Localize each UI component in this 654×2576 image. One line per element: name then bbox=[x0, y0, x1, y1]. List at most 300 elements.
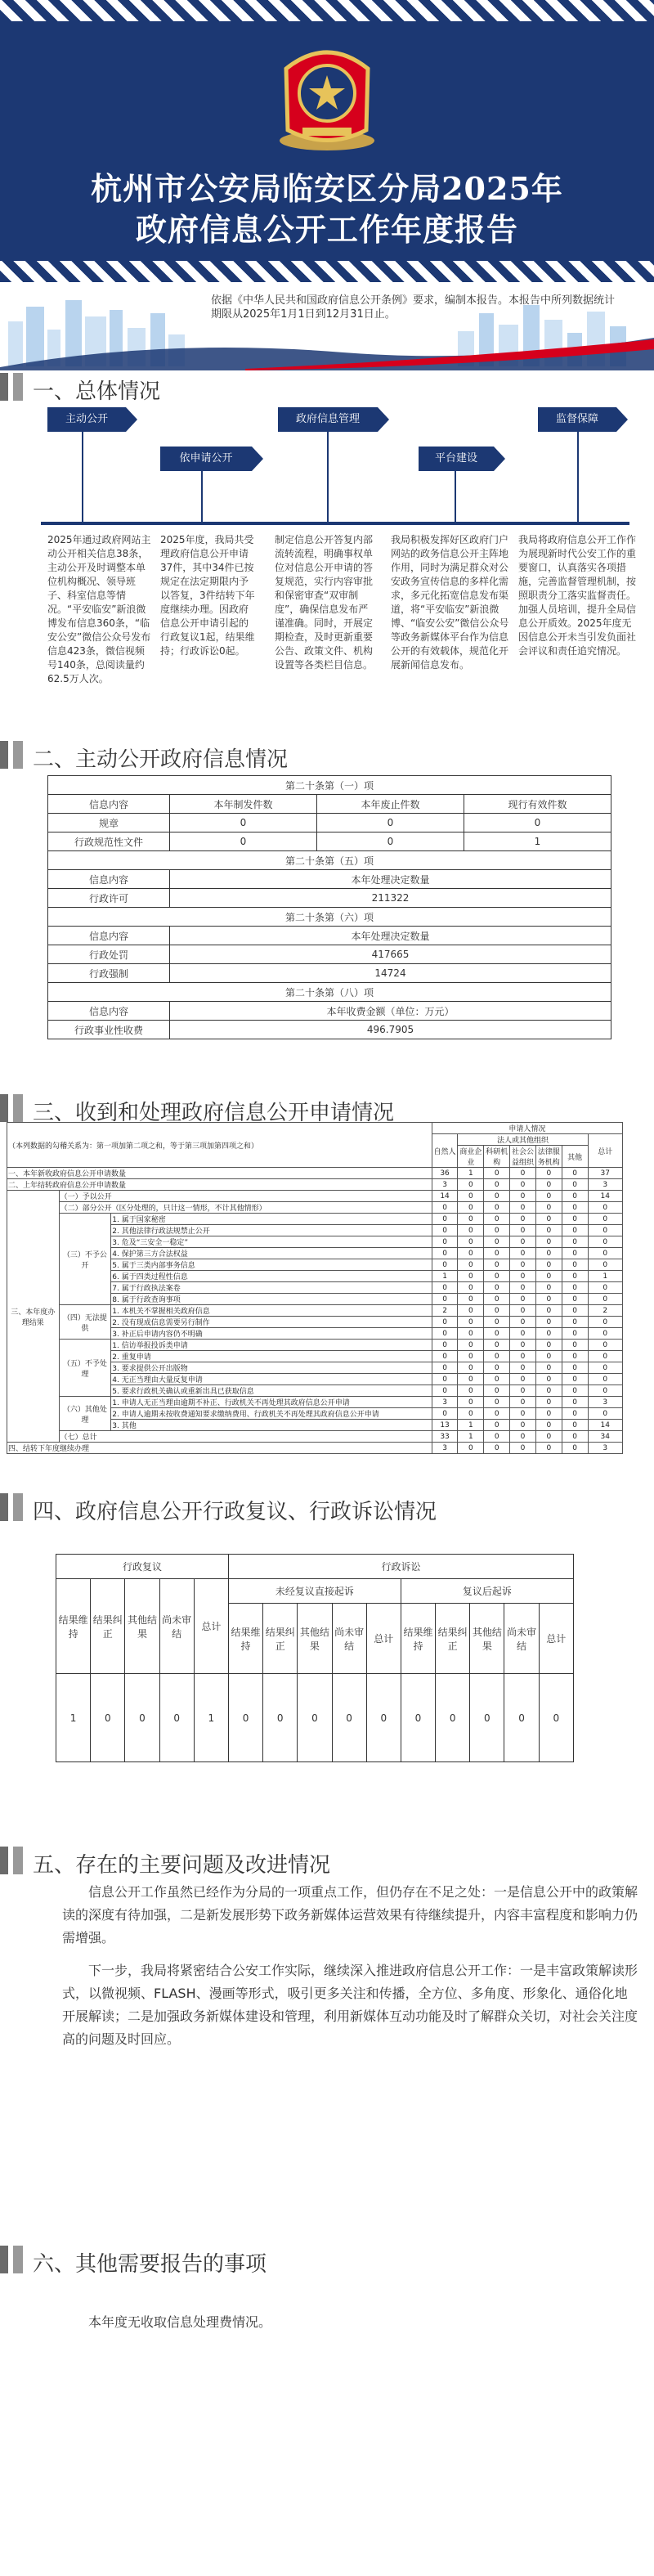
application-table bbox=[7, 1122, 623, 1454]
table-cell: 0 bbox=[562, 1328, 588, 1340]
table-cell: 0 bbox=[484, 1351, 510, 1362]
table-header: 结果维持 bbox=[401, 1604, 435, 1674]
table-cell: 0 bbox=[458, 1443, 484, 1454]
table-cell: 0 bbox=[484, 1340, 510, 1351]
table-cell: 0 bbox=[510, 1282, 536, 1294]
table-cell: 0 bbox=[588, 1408, 622, 1420]
table-cell: 0 bbox=[464, 814, 611, 832]
table-cell: 0 bbox=[562, 1431, 588, 1443]
table-cell: 0 bbox=[432, 1294, 458, 1305]
table-header: 尚未审结 bbox=[504, 1604, 539, 1674]
table-cell: 0 bbox=[588, 1374, 622, 1385]
section3-title: 三、收到和处理政府信息公开申请情况 bbox=[33, 1101, 395, 1125]
table-cell: 2. 重复申请 bbox=[111, 1351, 432, 1362]
table-row bbox=[7, 1305, 623, 1317]
table-cell: 0 bbox=[432, 1282, 458, 1294]
table-cell: 0 bbox=[432, 1340, 458, 1351]
table-cell: 0 bbox=[562, 1179, 588, 1191]
table-cell: （六）其他处理 bbox=[59, 1397, 111, 1431]
table-cell: 6. 属于四类过程性信息 bbox=[111, 1271, 432, 1282]
table-cell: 0 bbox=[588, 1317, 622, 1328]
table-cell: 0 bbox=[228, 1674, 262, 1762]
table-cell: 3. 危及“三安全一稳定” bbox=[111, 1236, 432, 1248]
section4-title: 四、政府信息公开行政复议、行政诉讼情况 bbox=[33, 1500, 437, 1524]
table-cell: 0 bbox=[510, 1191, 536, 1202]
table-cell: 行政处罚 bbox=[48, 945, 170, 964]
table-note: （本列数据的勾稽关系为：第一项加第二项之和，等于第三项加第四项之和） bbox=[7, 1123, 432, 1168]
table-cell: 四、结转下年度继续办理 bbox=[7, 1443, 432, 1454]
header-stripe-bottom bbox=[0, 261, 654, 282]
table-cell: 0 bbox=[535, 1236, 562, 1248]
table-header: 行政复议 bbox=[56, 1555, 229, 1579]
table-cell: 0 bbox=[458, 1374, 484, 1385]
table-cell: 0 bbox=[535, 1282, 562, 1294]
table-cell: 0 bbox=[432, 1236, 458, 1248]
table-cell: 33 bbox=[432, 1431, 458, 1443]
table-header: 总计 bbox=[539, 1604, 573, 1674]
table-cell: 0 bbox=[504, 1674, 539, 1762]
table-row bbox=[7, 1431, 623, 1443]
table-header: 结果纠正 bbox=[263, 1604, 298, 1674]
table-cell: 3 bbox=[588, 1443, 622, 1454]
table-header: 总计 bbox=[366, 1604, 401, 1674]
table-cell: 0 bbox=[432, 1408, 458, 1420]
table-cell: 0 bbox=[510, 1408, 536, 1420]
table-cell: 0 bbox=[432, 1214, 458, 1225]
table-cell: 0 bbox=[432, 1225, 458, 1236]
table-cell: 0 bbox=[432, 1317, 458, 1328]
timeline-stem-3 bbox=[327, 432, 329, 523]
table-cell: 0 bbox=[510, 1385, 536, 1397]
table-cell: 1 bbox=[458, 1420, 484, 1431]
table-row bbox=[7, 1340, 623, 1351]
table-header: 总计 bbox=[588, 1134, 622, 1168]
table-cell: 0 bbox=[484, 1248, 510, 1259]
table-cell: 1 bbox=[458, 1168, 484, 1179]
table-cell: 0 bbox=[432, 1374, 458, 1385]
table-cell: 0 bbox=[510, 1236, 536, 1248]
table-cell: 0 bbox=[588, 1225, 622, 1236]
table-cell: 5. 要求行政机关确认或重新出具已获取信息 bbox=[111, 1385, 432, 1397]
table-header: 结果维持 bbox=[56, 1579, 91, 1674]
table-cell: 0 bbox=[484, 1305, 510, 1317]
table-cell: 一、本年新收政府信息公开申请数量 bbox=[7, 1168, 432, 1179]
intro-text: 依据《中华人民共和国政府信息公开条例》要求，编制本报告。本报告中所列数据统计期限从2025年1月1日到12月31日止。 bbox=[211, 294, 616, 321]
table-cell: 0 bbox=[510, 1328, 536, 1340]
table-cell: 0 bbox=[484, 1294, 510, 1305]
table-cell: 0 bbox=[484, 1202, 510, 1214]
table-cell: 14 bbox=[432, 1191, 458, 1202]
table-cell: 0 bbox=[458, 1282, 484, 1294]
table-cell: 1 bbox=[432, 1271, 458, 1282]
table-cell: 0 bbox=[458, 1294, 484, 1305]
table-cell: 0 bbox=[510, 1443, 536, 1454]
table-cell: 0 bbox=[458, 1397, 484, 1408]
table-cell: 规章 bbox=[48, 814, 170, 832]
table-cell: 0 bbox=[458, 1317, 484, 1328]
timeline-stem-2 bbox=[201, 471, 203, 523]
table-cell: 14724 bbox=[170, 964, 611, 983]
table-cell: 0 bbox=[458, 1271, 484, 1282]
table-cell: 14 bbox=[588, 1191, 622, 1202]
table-cell: 0 bbox=[562, 1248, 588, 1259]
table-cell: 417665 bbox=[170, 945, 611, 964]
table-header: 其他结果 bbox=[298, 1604, 332, 1674]
table-cell: 0 bbox=[562, 1443, 588, 1454]
table-cell: 0 bbox=[458, 1385, 484, 1397]
table-cell: 0 bbox=[562, 1351, 588, 1362]
table-cell: 0 bbox=[562, 1259, 588, 1271]
table-cell: 0 bbox=[562, 1340, 588, 1351]
table-cell: 0 bbox=[510, 1179, 536, 1191]
table-cell: 0 bbox=[263, 1674, 298, 1762]
table-cell: 0 bbox=[484, 1282, 510, 1294]
table-cell: 3 bbox=[588, 1179, 622, 1191]
table-cell: 0 bbox=[588, 1248, 622, 1259]
table-caption: 第二十条第（五）项 bbox=[48, 851, 611, 870]
table-cell: 0 bbox=[510, 1351, 536, 1362]
table-cell: 0 bbox=[588, 1362, 622, 1374]
table-cell: 0 bbox=[535, 1248, 562, 1259]
table-cell: 0 bbox=[510, 1397, 536, 1408]
table-cell: 0 bbox=[484, 1214, 510, 1225]
table-header: 复议后起诉 bbox=[401, 1579, 573, 1604]
table-header: 信息内容 bbox=[48, 870, 170, 889]
table-cell: 0 bbox=[535, 1305, 562, 1317]
table-cell: 0 bbox=[535, 1202, 562, 1214]
table-cell: 0 bbox=[535, 1397, 562, 1408]
table-cell: 0 bbox=[484, 1271, 510, 1282]
table-cell: 0 bbox=[562, 1202, 588, 1214]
table-cell: 0 bbox=[562, 1282, 588, 1294]
timeline-text-2: 2025年度，我局共受理政府信息公开申请37件，其中34件已按规定在法定期限内予以答复，3件结转下年度继续办理。因政府信息公开申请引起的行政复议1起，结果维持；行政诉讼0起。 bbox=[160, 534, 255, 657]
table-cell: 0 bbox=[510, 1431, 536, 1443]
table-cell: 1 bbox=[56, 1674, 91, 1762]
timeline-label-1: 主动公开 bbox=[47, 407, 126, 432]
table-cell: 0 bbox=[458, 1179, 484, 1191]
table-cell: 34 bbox=[588, 1431, 622, 1443]
table-cell: 0 bbox=[510, 1214, 536, 1225]
timeline-text-3: 制定信息公开答复内部流转流程，明确事权单位对信息公开申请的答复规范，实行内容审批和保密审查“双审制度”，确保信息发布严谨准确。同时，开展定期检查，及时更新重要公告、政策文件、机构设置等各类栏目信息。 bbox=[275, 534, 374, 671]
table-cell: 0 bbox=[484, 1317, 510, 1328]
section5-title: 五、存在的主要问题及改进情况 bbox=[33, 1853, 331, 1878]
table-cell: 0 bbox=[484, 1191, 510, 1202]
table-cell: 0 bbox=[484, 1179, 510, 1191]
table-cell: 0 bbox=[535, 1351, 562, 1362]
table-cell: 0 bbox=[588, 1214, 622, 1225]
table-cell: 0 bbox=[535, 1271, 562, 1282]
section5-paragraph-2: 下一步，我局将紧密结合公安工作实际，继续深入推进政府信息公开工作：一是丰富政策解读形式，以微视频、FLASH、漫画等形式，吸引更多关注和传播，全方位、多角度、形象化、通俗化地开展解读；二是加强政务新媒体建设和管理，利用新媒体互动功能及时了解群众关切，对社会关注度高的问题及时回应。 bbox=[62, 1963, 638, 2047]
table-cell: （二）部分公开（区分处理的，只计这一情形，不计其他情形） bbox=[59, 1202, 432, 1214]
table-header: 其他结果 bbox=[125, 1579, 159, 1674]
table-header: 社会公益组织 bbox=[510, 1146, 536, 1168]
table-cell: 5. 属于三类内部事务信息 bbox=[111, 1259, 432, 1271]
timeline-text-4: 我局积极发挥好区政府门户网站的政务信息公开主阵地作用，同时为满足群众对公安政务宣传信息的多样化需求，多元化拓宽信息发布渠道，将“平安临安”新浪微博、“临安公安”微信公众号等政务新媒体平台作为信息公开的有效载体，规范化开展新闻信息发布。 bbox=[391, 534, 509, 671]
table-header: 尚未审结 bbox=[332, 1604, 366, 1674]
report-title-line2: 政府信息公开工作年度报告 bbox=[135, 211, 518, 248]
table-cell: 8. 属于行政查询事项 bbox=[111, 1294, 432, 1305]
table-header: 申请人情况 bbox=[432, 1123, 622, 1134]
table-cell: 3. 其他 bbox=[111, 1420, 432, 1431]
section6-title: 六、其他需要报告的事项 bbox=[33, 2252, 267, 2277]
table-header: 尚未审结 bbox=[159, 1579, 194, 1674]
table-cell: 0 bbox=[562, 1408, 588, 1420]
table-cell: 496.7905 bbox=[170, 1021, 611, 1039]
section6-paragraph-1: 本年度无收取信息处理费情况。 bbox=[88, 2314, 272, 2330]
table-header: 科研机构 bbox=[484, 1146, 510, 1168]
table-cell: 1 bbox=[588, 1271, 622, 1282]
table-header: 总计 bbox=[194, 1579, 228, 1674]
table-cell: 0 bbox=[458, 1191, 484, 1202]
table-cell: 0 bbox=[458, 1214, 484, 1225]
table-cell: 1. 申请人无正当理由逾期不补正、行政机关不再处理其政府信息公开申请 bbox=[111, 1397, 432, 1408]
table-cell: 0 bbox=[535, 1317, 562, 1328]
table-cell: 0 bbox=[510, 1317, 536, 1328]
table-cell: 3. 要求提供公开出版物 bbox=[111, 1362, 432, 1374]
timeline-label-3: 政府信息管理 bbox=[278, 407, 378, 432]
table-row bbox=[7, 1168, 623, 1179]
table-cell: 1. 信访举报投诉类申请 bbox=[111, 1340, 432, 1351]
table-cell: 0 bbox=[562, 1385, 588, 1397]
table-header: 其他结果 bbox=[470, 1604, 504, 1674]
table-cell: 行政事业性收费 bbox=[48, 1021, 170, 1039]
table-header: 信息内容 bbox=[48, 1002, 170, 1021]
table-header: 法人或其他组织 bbox=[458, 1134, 588, 1146]
table-cell: 2. 其他法律行政法规禁止公开 bbox=[111, 1225, 432, 1236]
header-stripe-top bbox=[0, 0, 654, 21]
table-cell: 0 bbox=[470, 1674, 504, 1762]
table-cell: （一）予以公开 bbox=[59, 1191, 432, 1202]
table-cell: 0 bbox=[535, 1443, 562, 1454]
table-header: 行政诉讼 bbox=[228, 1555, 573, 1579]
table-cell: 2. 没有现成信息需要另行制作 bbox=[111, 1317, 432, 1328]
table-cell: 二、上年结转政府信息公开申请数量 bbox=[7, 1179, 432, 1191]
table-cell: 0 bbox=[170, 814, 317, 832]
table-cell: 1. 本机关不掌握相关政府信息 bbox=[111, 1305, 432, 1317]
table-cell: 0 bbox=[510, 1362, 536, 1374]
timeline-text-1: 2025年通过政府网站主动公开相关信息38条，主动公开及时调整本单位机构概况、领导班子、科室信息等情况。“平安临安”新浪微博发布信息360条，“临安公安”微信公众号发布信息423条，微信视频号140条，总阅读量约62.5万人次。 bbox=[47, 534, 151, 684]
table-cell: 0 bbox=[535, 1214, 562, 1225]
table-cell: 0 bbox=[510, 1420, 536, 1431]
table-cell: 0 bbox=[432, 1248, 458, 1259]
table-cell: 行政规范性文件 bbox=[48, 832, 170, 851]
table-header: 结果纠正 bbox=[436, 1604, 470, 1674]
table-cell: 0 bbox=[458, 1328, 484, 1340]
table-cell: 0 bbox=[562, 1168, 588, 1179]
table-cell: 0 bbox=[562, 1271, 588, 1282]
table-header: 信息内容 bbox=[48, 795, 170, 814]
table-cell: 0 bbox=[562, 1214, 588, 1225]
table-cell: 三、本年度办理结果 bbox=[7, 1191, 60, 1443]
table-cell: 行政强制 bbox=[48, 964, 170, 983]
table-cell: 0 bbox=[562, 1236, 588, 1248]
table-cell: 1 bbox=[458, 1431, 484, 1443]
table-cell: 0 bbox=[510, 1202, 536, 1214]
table-cell: 0 bbox=[170, 832, 317, 851]
table-cell: 行政许可 bbox=[48, 889, 170, 908]
table-cell: 0 bbox=[588, 1259, 622, 1271]
report-title-line1: 杭州市公安局临安区分局2025年 bbox=[91, 170, 563, 207]
table-cell: 0 bbox=[332, 1674, 366, 1762]
timeline-stem-5 bbox=[577, 432, 579, 523]
table-cell: 0 bbox=[510, 1168, 536, 1179]
table-cell: 0 bbox=[125, 1674, 159, 1762]
table-cell: 1 bbox=[464, 832, 611, 851]
table-cell: 0 bbox=[458, 1236, 484, 1248]
table-cell: 0 bbox=[535, 1340, 562, 1351]
table-cell: 37 bbox=[588, 1168, 622, 1179]
table-cell: 0 bbox=[484, 1328, 510, 1340]
table-cell: 0 bbox=[458, 1305, 484, 1317]
table-cell: 0 bbox=[484, 1443, 510, 1454]
table-header: 本年废止件数 bbox=[317, 795, 464, 814]
table-cell: 3 bbox=[432, 1179, 458, 1191]
table-cell: 0 bbox=[436, 1674, 470, 1762]
table-caption: 第二十条第（一）项 bbox=[48, 776, 611, 795]
table-cell: 0 bbox=[484, 1225, 510, 1236]
table-cell: 0 bbox=[588, 1282, 622, 1294]
table-cell: 3 bbox=[432, 1397, 458, 1408]
timeline-label-5: 监督保障 bbox=[538, 407, 616, 432]
table-header: 结果维持 bbox=[228, 1604, 262, 1674]
table-cell: 2 bbox=[432, 1305, 458, 1317]
table-cell: 0 bbox=[535, 1259, 562, 1271]
table-cell: 0 bbox=[458, 1351, 484, 1362]
table-cell: 13 bbox=[432, 1420, 458, 1431]
table-cell: 0 bbox=[562, 1374, 588, 1385]
table-header: 其他 bbox=[562, 1146, 588, 1168]
table-cell: 0 bbox=[458, 1259, 484, 1271]
table-header: 本年制发件数 bbox=[170, 795, 317, 814]
section5-paragraph-1: 信息公开工作虽然已经作为分局的一项重点工作，但仍存在不足之处：一是信息公开中的政策解读的深度有待加强，二是新发展形势下政务新媒体运营效果有待继续提升，内容丰富程度和影响力仍需增强。 bbox=[62, 1884, 638, 1945]
timeline-label-4: 平台建设 bbox=[419, 447, 494, 471]
table-cell: （三）不予公开 bbox=[59, 1214, 111, 1305]
table-cell: 0 bbox=[535, 1385, 562, 1397]
table-cell: 0 bbox=[458, 1340, 484, 1351]
table-header: 商业企业 bbox=[458, 1146, 484, 1168]
table-cell: 0 bbox=[535, 1294, 562, 1305]
table-cell: 0 bbox=[317, 832, 464, 851]
timeline-label-2: 依申请公开 bbox=[160, 447, 252, 471]
table-cell: 0 bbox=[432, 1362, 458, 1374]
table-cell: 0 bbox=[432, 1328, 458, 1340]
table-cell: 0 bbox=[588, 1202, 622, 1214]
table-cell: （五）不予处理 bbox=[59, 1340, 111, 1397]
table-cell: 0 bbox=[562, 1362, 588, 1374]
table-cell: 0 bbox=[484, 1168, 510, 1179]
table-cell: 0 bbox=[317, 814, 464, 832]
table-cell: 0 bbox=[535, 1191, 562, 1202]
table-row bbox=[7, 1202, 623, 1214]
table-caption: 第二十条第（八）项 bbox=[48, 983, 611, 1002]
table-cell: 0 bbox=[510, 1340, 536, 1351]
table-cell: 1. 属于国家秘密 bbox=[111, 1214, 432, 1225]
table-header: 未经复议直接起诉 bbox=[228, 1579, 401, 1604]
table-header: 自然人 bbox=[432, 1134, 458, 1168]
table-cell: 0 bbox=[539, 1674, 573, 1762]
table-caption: 第二十条第（六）项 bbox=[48, 908, 611, 927]
intro-block bbox=[0, 282, 654, 372]
table-cell: 0 bbox=[510, 1305, 536, 1317]
table-cell: 0 bbox=[562, 1317, 588, 1328]
table-cell: 0 bbox=[535, 1420, 562, 1431]
table-cell: 0 bbox=[535, 1408, 562, 1420]
table-cell: 2 bbox=[588, 1305, 622, 1317]
table-header: 法律服务机构 bbox=[535, 1146, 562, 1168]
table-cell: 14 bbox=[588, 1420, 622, 1431]
table-cell: 0 bbox=[458, 1202, 484, 1214]
table-cell: 0 bbox=[458, 1362, 484, 1374]
table-cell: 0 bbox=[562, 1294, 588, 1305]
table-cell: 0 bbox=[510, 1225, 536, 1236]
table-cell: 0 bbox=[510, 1259, 536, 1271]
table-cell: 0 bbox=[432, 1202, 458, 1214]
table-cell: 0 bbox=[588, 1294, 622, 1305]
table-cell: 0 bbox=[535, 1374, 562, 1385]
timeline-stem-4 bbox=[455, 471, 456, 523]
table-cell: 0 bbox=[562, 1225, 588, 1236]
timeline-stem-1 bbox=[82, 432, 83, 523]
table-cell: 0 bbox=[588, 1340, 622, 1351]
police-emblem-icon bbox=[262, 36, 392, 159]
table-cell: 0 bbox=[484, 1374, 510, 1385]
table-cell: 0 bbox=[535, 1225, 562, 1236]
table-cell: 0 bbox=[484, 1431, 510, 1443]
table-cell: 0 bbox=[484, 1385, 510, 1397]
table-cell: 3 bbox=[588, 1397, 622, 1408]
table-cell: 0 bbox=[562, 1305, 588, 1317]
table-cell: 0 bbox=[366, 1674, 401, 1762]
table-cell: 0 bbox=[432, 1259, 458, 1271]
table-header: 现行有效件数 bbox=[464, 795, 611, 814]
table-cell: （四）无法提供 bbox=[59, 1305, 111, 1340]
table-cell: 0 bbox=[484, 1362, 510, 1374]
review-litigation-table bbox=[56, 1554, 574, 1762]
section1-title: 一、总体情况 bbox=[33, 379, 161, 404]
table-cell: 0 bbox=[535, 1168, 562, 1179]
section2-title: 二、主动公开政府信息情况 bbox=[33, 747, 289, 772]
table-header: 本年收费金额（单位：万元） bbox=[170, 1002, 611, 1021]
table-row bbox=[7, 1179, 623, 1191]
table-cell: 0 bbox=[510, 1294, 536, 1305]
table-row bbox=[7, 1214, 623, 1225]
table-cell: （七）总计 bbox=[59, 1431, 432, 1443]
table-cell: 0 bbox=[535, 1328, 562, 1340]
table-cell: 0 bbox=[588, 1236, 622, 1248]
timeline-text-5: 我局将政府信息公开工作作为展现新时代公安工作的重要窗口，认真落实各项措施，完善监督管理机制，按照职责分工落实监督责任。加强人员培训，提升全局信息公开质效。2025年度无因信息公开未当引发负面社会评议和责任追究情况。 bbox=[518, 534, 637, 657]
table-cell: 2. 申请人逾期未按收费通知要求缴纳费用、行政机关不再处理其政府信息公开申请 bbox=[111, 1408, 432, 1420]
table-header: 本年处理决定数量 bbox=[170, 927, 611, 945]
table-cell: 36 bbox=[432, 1168, 458, 1179]
table-cell: 0 bbox=[484, 1397, 510, 1408]
table-cell: 0 bbox=[458, 1225, 484, 1236]
table-cell: 0 bbox=[562, 1397, 588, 1408]
table-cell: 3. 补正后申请内容仍不明确 bbox=[111, 1328, 432, 1340]
table-cell: 4. 保护第三方合法权益 bbox=[111, 1248, 432, 1259]
table-cell: 0 bbox=[510, 1374, 536, 1385]
table-cell: 7. 属于行政执法案卷 bbox=[111, 1282, 432, 1294]
table-cell: 0 bbox=[484, 1236, 510, 1248]
table-row bbox=[7, 1397, 623, 1408]
table-cell: 0 bbox=[484, 1408, 510, 1420]
table-cell: 0 bbox=[484, 1420, 510, 1431]
table-cell: 0 bbox=[432, 1385, 458, 1397]
table-cell: 0 bbox=[159, 1674, 194, 1762]
table-cell: 4. 无正当理由大量反复申请 bbox=[111, 1374, 432, 1385]
table-cell: 0 bbox=[401, 1674, 435, 1762]
table-cell: 0 bbox=[298, 1674, 332, 1762]
table-cell: 0 bbox=[535, 1179, 562, 1191]
